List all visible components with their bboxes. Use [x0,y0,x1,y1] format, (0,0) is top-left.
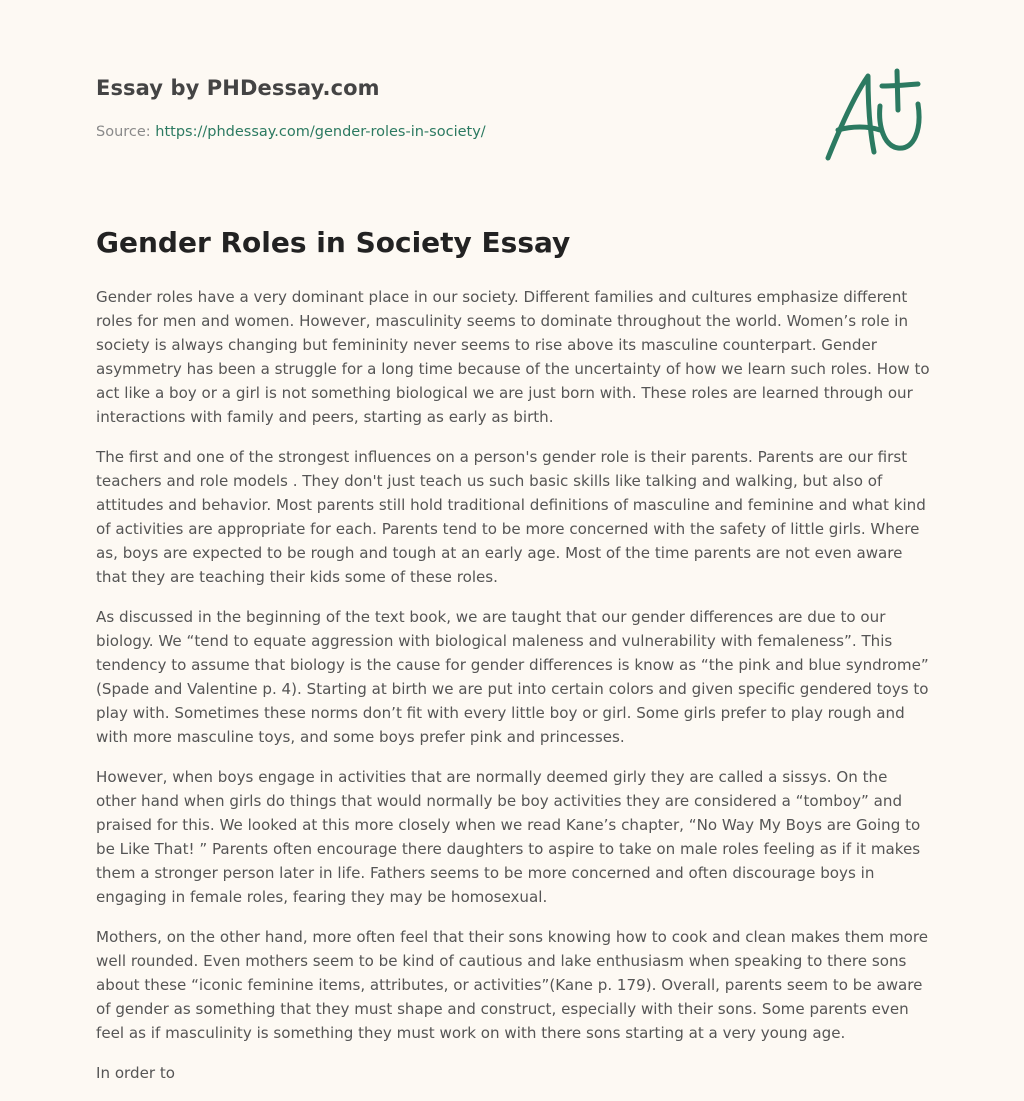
source-line [96,124,486,140]
a-plus-logo-icon [818,66,930,166]
essay-paragraph: Gender roles have a very dominant place in our society. Different families and cultures emphasize different roles for men and women. However, masculinity seems to dominate throughout the world. Women’s role in society is always changing but femininity never seems to rise above its masculine counterpart. Gender asymmetry has been a struggle for a long time because of the uncertainty of how we learn such roles. How to act like a boy or a girl is not something biological we are just born with. These roles are learned through our interactions with family and peers, starting as early as birth. [96,288,930,426]
essay-paragraph: However, when boys engage in activities that are normally deemed girly they are called a sissys. On the other hand when girls do things that would normally be boy activities they are considered a “tomboy” and praised for this. We looked at this more closely when we read Kane’s chapter, “No Way My Boys are Going to be Like That! ” Parents often encourage there daughters to aspire to take on male roles feeling as if it makes them a stronger person later in life. Fathers seems to be more concerned and often discourage boys in engaging in female roles, fearing they may be homosexual. [96,768,921,906]
essay-body [96,285,932,1101]
essay-paragraph: In order to [96,1064,176,1082]
essay-paragraph: Mothers, on the other hand, more often feel that their sons knowing how to cook and clean makes them more well rounded. Even mothers seem to be kind of cautious and lake enthusiasm when speaking to there sons about these “iconic feminine items, attributes, or activities”(Kane p. 179). Overall, parents seem to be aware of gender as something that they must shape and construct, especially with their sons. Some parents even feel as if masculinity is something they must work on with there sons starting at a very young age. [96,928,929,1042]
source-label: Source: [96,124,156,140]
essay-title: Gender Roles in Society Essay [96,226,571,259]
essay-paragraph: As discussed in the beginning of the text book, we are taught that our gender differences are due to our biology. We “tend to equate aggression with biological maleness and vulnerability with femaleness”. This tendency to assume that biology is the cause for gender differences is know as “the pink and blue syndrome” (Spade and Valentine p. 4). Starting at birth we are put into certain colors and given specific gendered toys to play with. Sometimes these norms don’t fit with every little boy or girl. Some girls prefer to play rough and with more masculine toys, and some boys prefer pink and princesses. [96,608,929,746]
essay-paragraph: The first and one of the strongest influences on a person's gender role is their parents. Parents are our first teachers and role models . They don't just teach us such basic skills like talking and walking, but also of attitudes and behavior. Most parents still hold traditional definitions of masculine and feminine and what kind of activities are appropriate for each. Parents tend to be more concerned with the safety of little girls. Where as, boys are expected to be rough and tough at an early age. Most of the time parents are not even aware that they are teaching their kids some of these roles. [96,448,926,586]
source-link[interactable]: https://phdessay.com/gender-roles-in-society/ [155,124,486,140]
site-title: Essay by PHDessay.com [96,76,380,100]
